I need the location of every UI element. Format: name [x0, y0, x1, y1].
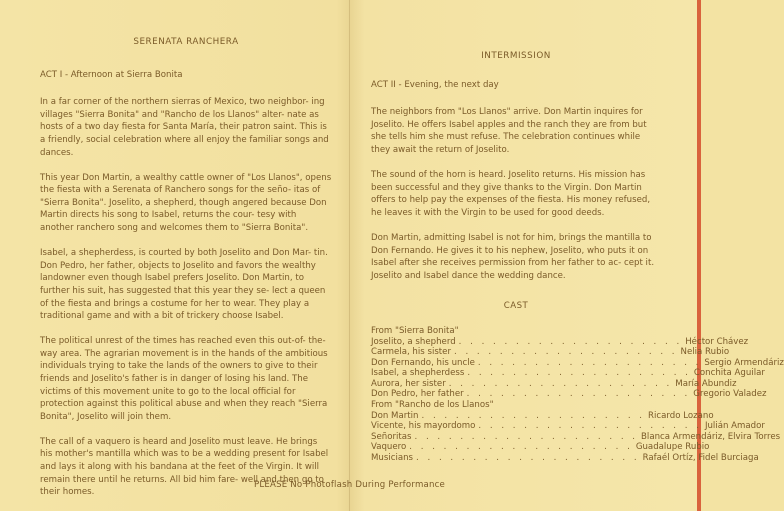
cast-group-rancho-de-los-llanos [371, 399, 781, 464]
cast-actor: Blanca Armendáriz, Elvira Torres [641, 431, 781, 442]
leader-dots: . . . . . . . . . . . . . . . . . . . . [421, 410, 646, 421]
cast-role: Vaquero [371, 442, 407, 453]
leader-dots: . . . . . . . . . . . . . . . . . . . . [409, 442, 633, 453]
cast-actor: Conchita Aguilar [693, 368, 765, 379]
cast-heading: CAST [503, 301, 529, 312]
program-title: SERENATA RANCHERA [133, 37, 239, 47]
cast-role: Don Fernando, his uncle [371, 357, 475, 368]
act-two-paragraph: The neighbors from "Los Llanos" arrive. Don Martin inquires for Joselito. He offers Isabel apples and the ranch they are from but she tells him she must refuse. The celebration continues while they await the return of Joselito. [371, 107, 647, 155]
leader-dots: . . . . . . . . . . . . . . . . . . . . [454, 347, 678, 358]
cast-actor: Gregorio Valadez [693, 389, 767, 400]
leader-dots: . . . . . . . . . . . . . . . . . . . . [477, 357, 702, 368]
cast-row [371, 420, 765, 432]
group-label-text: From "Sierra Bonita" [371, 325, 459, 336]
cast-role: Isabel, a shepherdess [371, 368, 465, 379]
cast-role: Don Pedro, her father [371, 389, 464, 400]
cast-actor: Julián Amador [704, 421, 765, 432]
page-fold [349, 0, 350, 511]
group-label-text: From "Rancho de los Llanos" [371, 400, 494, 411]
act-two-paragraph: Don Martin, admitting Isabel is not for him, brings the mantilla to Don Fernando. He gives it to his nephew, Joselito, who puts it on Isabel after she receives permission from her father to ac- cept it. Joselito and Isabel dance the wedding dance. [371, 232, 655, 281]
leader-dots: . . . . . . . . . . . . . . . . . . . . [466, 389, 691, 400]
leader-dots: . . . . . . . . . . . . . . . . . . . . [478, 421, 702, 432]
cast-role: Musicians [371, 453, 414, 464]
cast-actor: Nelia Rubio [680, 347, 730, 358]
cast-row [371, 336, 749, 347]
cast-role: Carmela, his sister [371, 347, 451, 358]
intermission-heading: INTERMISSION [481, 51, 551, 61]
cast-row [371, 357, 784, 368]
leader-dots: . . . . . . . . . . . . . . . . . . . . [414, 431, 639, 442]
cast-row [371, 378, 737, 389]
cast-row [371, 388, 767, 400]
leader-dots: . . . . . . . . . . . . . . . . . . . . [458, 336, 683, 347]
leader-dots: . . . . . . . . . . . . . . . . . . . . [448, 378, 673, 389]
right-column [371, 50, 784, 464]
footer-notice: PLEASE No Photoflash During Performance [254, 480, 446, 490]
cast-row [371, 367, 765, 379]
cast-row [371, 431, 781, 442]
cast-actor: Héctor Chávez [685, 336, 749, 347]
cast-role: Joselito, a shepherd [371, 336, 456, 347]
cast-actor: Guadalupe Rubio [635, 442, 710, 453]
cast-row [371, 410, 714, 421]
cast-actor: Sergio Armendáriz [704, 357, 784, 368]
act-one-paragraph: This year Don Martin, a wealthy cattle owner of "Los Llanos", opens the fiesta with a Serenata of Ranchero songs for the seño- itas of "Sierra Bonita". Joselito, a shepherd, though angered because Don Martin directs his song to Isabel, returns the cour- tesy with another ranchero song and welcomes them to "Sierra Bonita". [40, 172, 332, 234]
left-column [40, 36, 332, 511]
cast-role: Vicente, his mayordomo [371, 421, 476, 432]
cast-group-label [371, 325, 661, 336]
cast-row [371, 441, 710, 453]
cast-actor: María Abundiz [675, 378, 737, 389]
cast-actor: Rafaél Ortíz, Fidel Burciaga [642, 453, 759, 464]
cast-actor: Ricardo Lozano [648, 410, 714, 421]
cast-role: Aurora, her sister [371, 378, 446, 389]
act-one-paragraph: The call of a vaquero is heard and Joselito must leave. He brings his mother's mantilla which was to be a wedding present for Isabel and lays it along with his bandana at the feet of the Virgin. It will remain there until he returns. All bid him fare- well and then go to their homes. [40, 436, 329, 498]
cast-role: Don Martin [371, 410, 419, 421]
cast-group-sierra-bonita [371, 325, 784, 400]
act-one-heading: ACT I - Afternoon at Sierra Bonita [40, 69, 183, 80]
cast-row [371, 346, 730, 358]
leader-dots: . . . . . . . . . . . . . . . . . . . . [467, 368, 691, 379]
act-one-paragraph: The political unrest of the times has reached even this out-of- the-way area. The agrarian movement is in the hands of the ambitious individuals trying to take the lands of the owners to give to their friends and Joselito's father is in danger of losing his land. The victims of this movement unite to go to the local official for protection against this political abuse and when they reach "Sierra Bonita", Joselito will join them. [40, 336, 328, 422]
act-one-paragraph: In a far corner of the northern sierras of Mexico, two neighbor- ing villages "Sierra Bonita" and "Rancho de los Llanos" alter- nate as hosts of a two day fiesta for Santa María, their patron saint. This is a friendly, social celebration where all enjoy the familiar songs and dances. [40, 97, 329, 158]
cast-role: Señoritas [371, 431, 412, 442]
leader-dots: . . . . . . . . . . . . . . . . . . . . [416, 453, 640, 464]
act-one-paragraph: Isabel, a shepherdess, is courted by both Joselito and Don Mar- tin. Don Pedro, her father, objects to Joselito and favors the wealthy landowner even though Isabel prefers Joselito. Don Martin, to further his suit, has suggested that this year they se- lect a queen of the fiesta and brings a costume for her to wear. They play a traditional game and with a bit of trickery choose Isabel. [40, 248, 328, 322]
act-two-paragraph: The sound of the horn is heard. Joselito returns. His mission has been successful and they give thanks to the Virgin. Don Martin offers to help pay the expenses of the fiesta. His money refused, he leaves it with the Virgin to be used for good deeds. [371, 170, 651, 218]
act-two-heading: ACT II - Evening, the next day [371, 79, 499, 90]
